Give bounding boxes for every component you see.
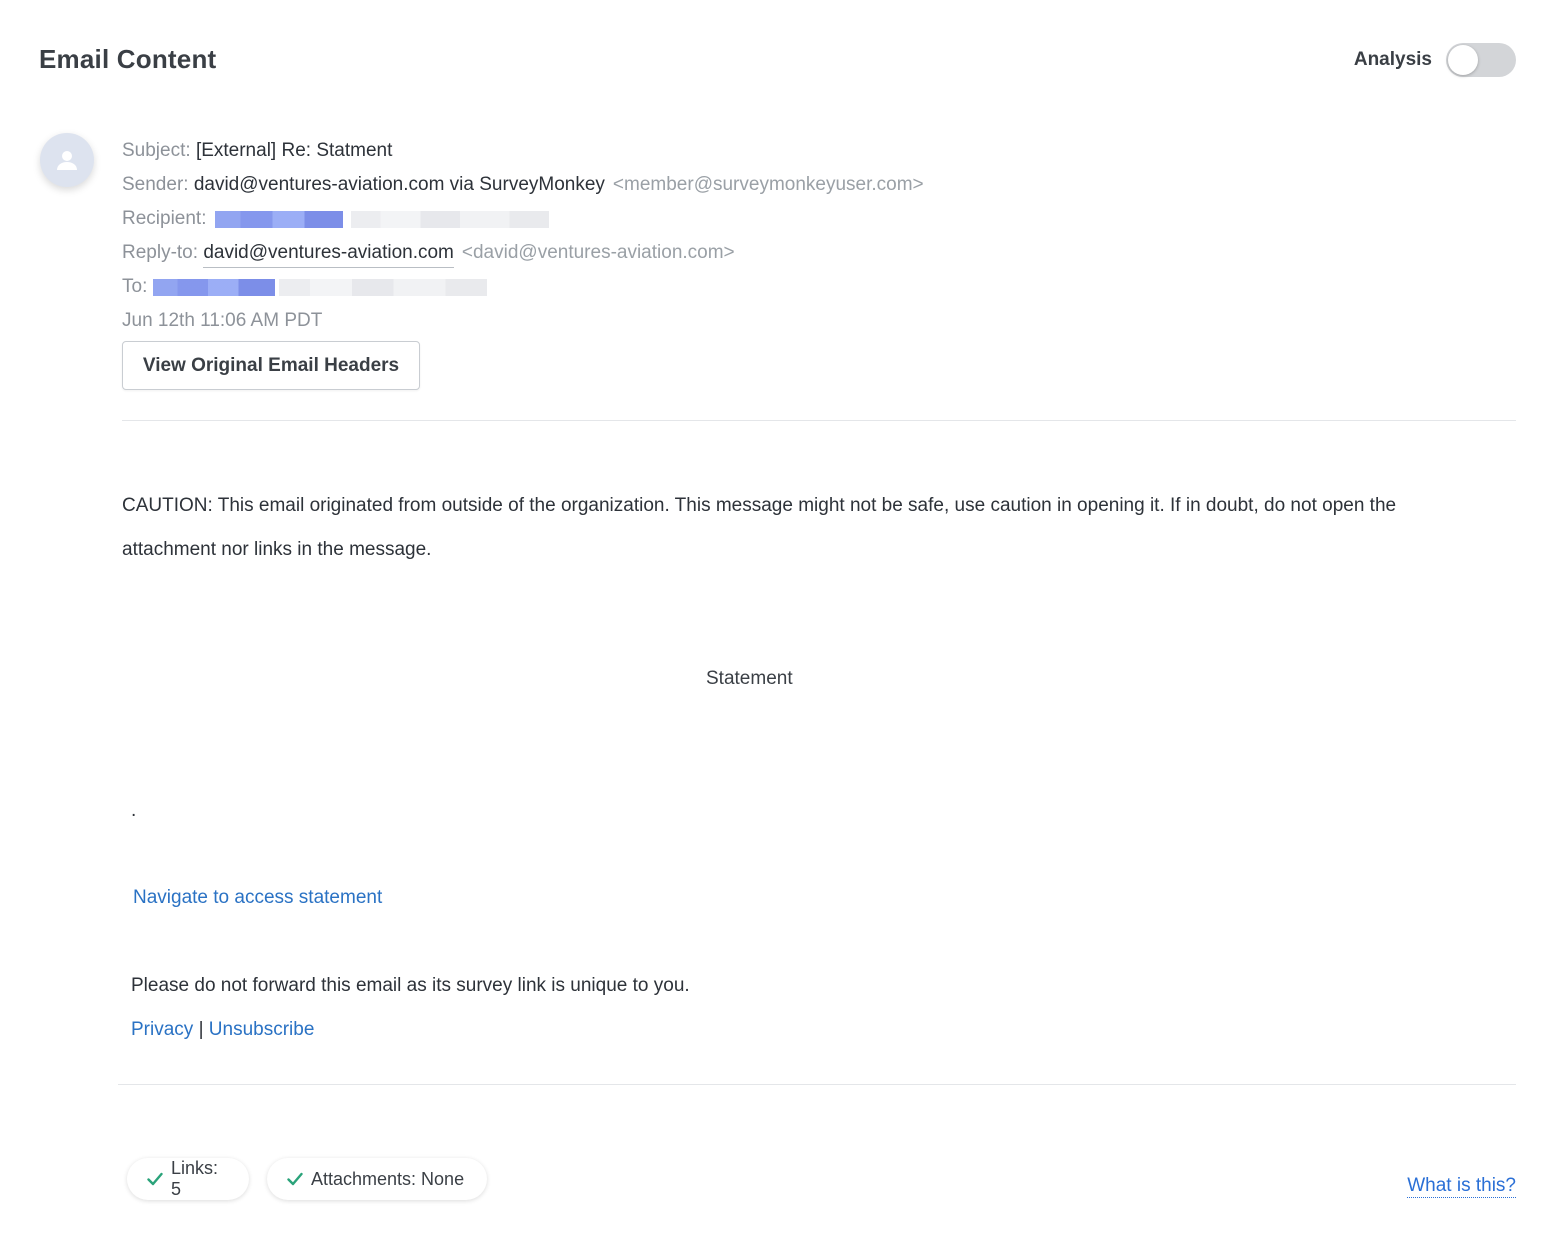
sender-name: david@ventures-aviation.com via SurveyMonkey xyxy=(193,174,605,195)
date-row xyxy=(122,304,924,338)
toggle-knob xyxy=(1448,45,1478,75)
header-divider xyxy=(122,420,1516,421)
subject-value: [External] Re: Statment xyxy=(195,140,393,161)
to-redacted-address xyxy=(279,279,487,296)
recipient-label: Recipient: xyxy=(122,208,207,229)
check-icon xyxy=(287,1172,303,1186)
view-original-headers-button[interactable]: View Original Email Headers xyxy=(122,341,420,390)
footer-links xyxy=(131,1019,314,1041)
caution-banner: CAUTION: This email originated from outside of the organization. This message might not be safe, use caution in opening it. If in doubt, do not open the attachment nor links in the message. xyxy=(122,495,1397,560)
sender-address: <member@surveymonkeyuser.com> xyxy=(612,174,924,195)
links-pill[interactable] xyxy=(127,1158,249,1200)
recipient-redacted-name xyxy=(215,211,343,228)
analysis-label: Analysis xyxy=(1353,49,1432,70)
page-title: Email Content xyxy=(39,44,217,74)
reply-to-label: Reply-to: xyxy=(122,242,199,263)
user-icon xyxy=(55,148,79,172)
links-pill-label: Links: 5 xyxy=(171,1158,219,1199)
what-is-this-link[interactable]: What is this? xyxy=(1407,1175,1516,1196)
email-date: Jun 12th 11:06 AM PDT xyxy=(122,310,323,331)
subject-label: Subject: xyxy=(122,140,191,161)
statement-heading: Statement xyxy=(706,668,793,689)
reply-to-row xyxy=(122,236,924,270)
avatar xyxy=(40,133,94,187)
navigate-statement-link[interactable]: Navigate to access statement xyxy=(133,887,383,908)
to-row xyxy=(122,270,924,304)
recipient-redacted-address xyxy=(351,211,549,228)
analysis-toggle-group xyxy=(1354,43,1516,77)
email-metadata xyxy=(122,134,924,338)
to-redacted-name xyxy=(153,279,275,296)
to-label: To: xyxy=(122,276,148,297)
forward-notice: Please do not forward this email as its survey link is unique to you. xyxy=(131,975,690,996)
reply-to-name: david@ventures-aviation.com xyxy=(203,239,454,268)
unsubscribe-link[interactable]: Unsubscribe xyxy=(208,1019,315,1040)
attachments-pill[interactable] xyxy=(267,1158,487,1200)
sender-row xyxy=(122,168,924,202)
analysis-toggle[interactable] xyxy=(1446,43,1516,77)
body-divider xyxy=(118,1084,1516,1085)
check-icon xyxy=(147,1172,163,1186)
subject-row xyxy=(122,134,924,168)
body-dot: . xyxy=(131,800,137,821)
link-separator: | xyxy=(198,1019,204,1040)
sender-label: Sender: xyxy=(122,174,189,195)
attachments-pill-label: Attachments: None xyxy=(311,1168,465,1189)
privacy-link[interactable]: Privacy xyxy=(131,1019,194,1040)
recipient-row xyxy=(122,202,924,236)
reply-to-address: <david@ventures-aviation.com> xyxy=(461,242,735,263)
